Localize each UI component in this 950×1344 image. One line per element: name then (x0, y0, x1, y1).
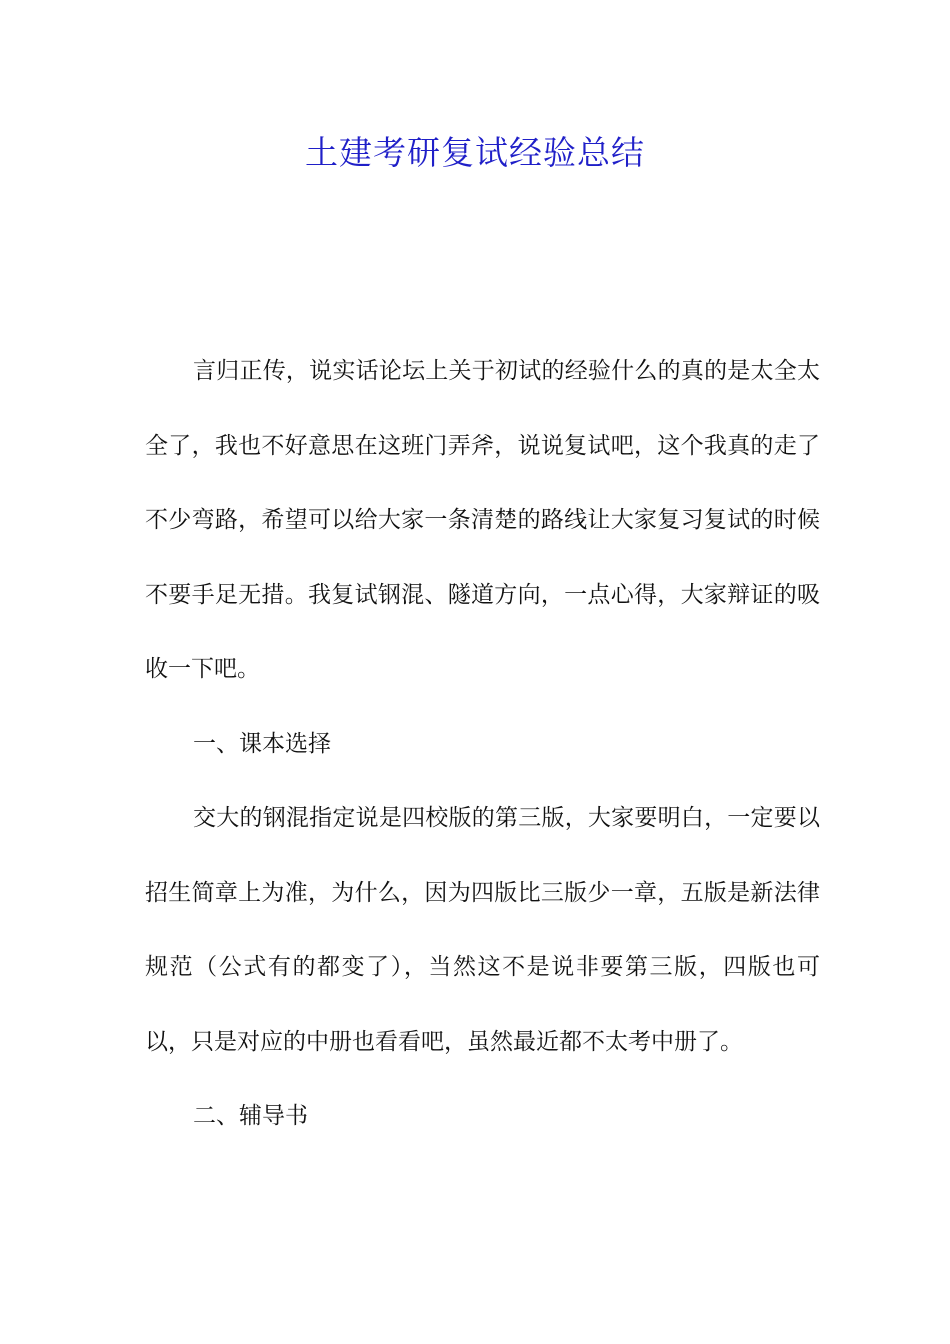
section-heading-textbook: 一、课本选择 (193, 730, 331, 757)
paragraph-textbook: 交大的钢混指定说是四校版的第三版，大家要明白，一定要以招生简章上为准，为什么，因为四版比三版少一章，五版是新法律规范（公式有的都变了），当然这不是说非要第三版，四版也可以，只是对应的中册也看看吧，虽然最近都不太考中册了。 (145, 805, 820, 1055)
document-title: 土建考研复试经验总结 (305, 133, 645, 172)
paragraph-intro: 言归正传，说实话论坛上关于初试的经验什么的真的是太全太全了，我也不好意思在这班门弄斧，说说复试吧，这个我真的走了不少弯路，希望可以给大家一条清楚的路线让大家复习复试的时候不要手足无措。我复试钢混、隧道方向，一点心得，大家辩证的吸收一下吧。 (145, 358, 820, 682)
section-heading-reference-books: 二、辅导书 (193, 1103, 308, 1129)
document-body (145, 334, 820, 1154)
